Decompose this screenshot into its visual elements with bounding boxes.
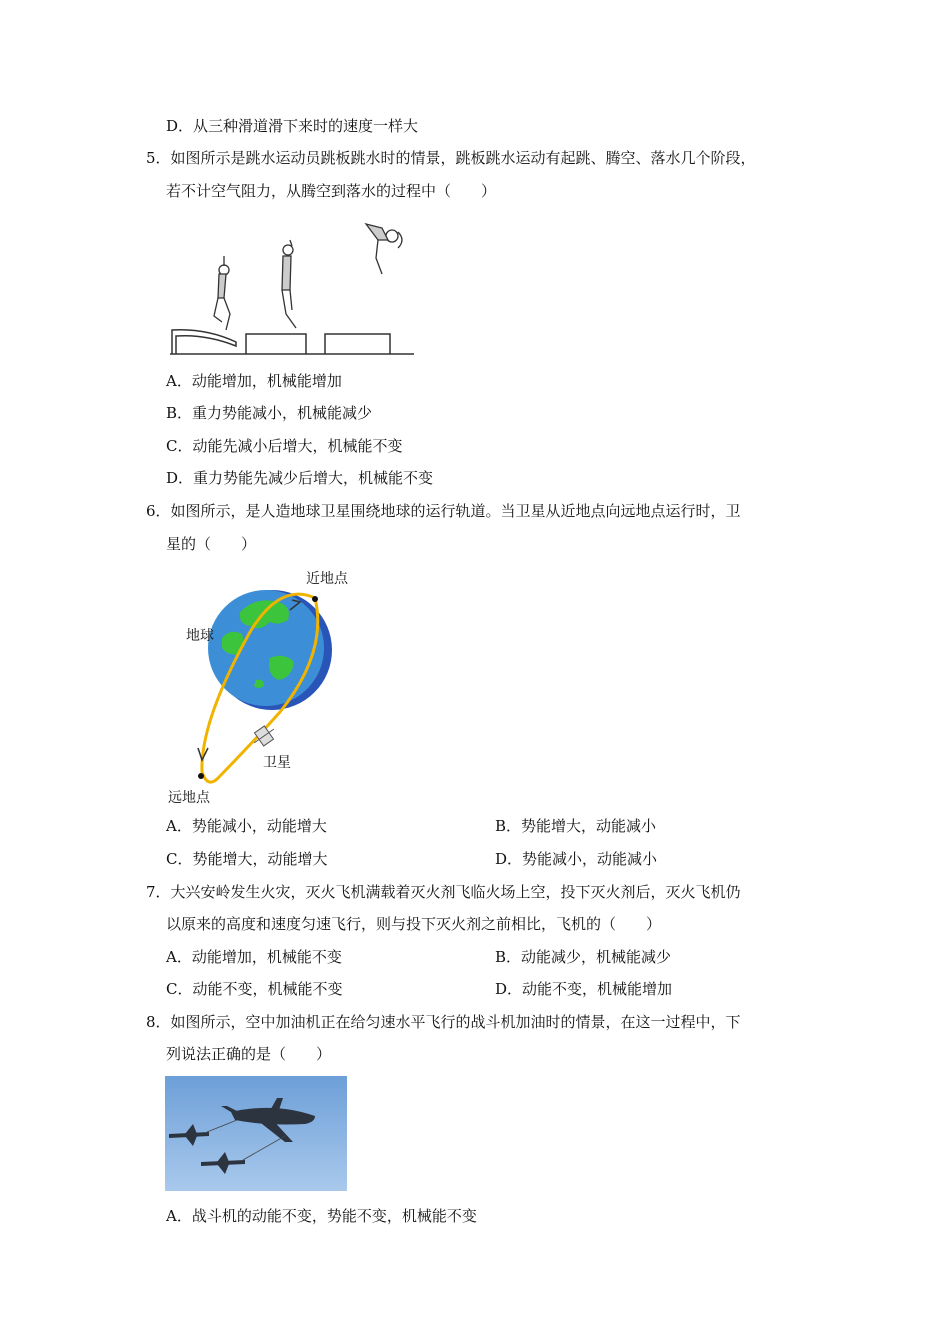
q6-option-c: C．势能增大，动能增大 bbox=[166, 850, 328, 868]
q6-option-b: B．势能增大，动能减小 bbox=[495, 817, 657, 835]
q7-stem-line2: 以原来的高度和速度匀速飞行，则与投下灭火剂之前相比，飞机的（ ） bbox=[166, 915, 662, 933]
q6-stem-line2: 星的（ ） bbox=[166, 535, 257, 553]
q8-option-a: A．战斗机的动能不变，势能不变，机械能不变 bbox=[166, 1207, 477, 1225]
q7-option-a: A．动能增加，机械能不变 bbox=[166, 948, 342, 966]
q5-stem-line2: 若不计空气阻力，从腾空到落水的过程中（ ） bbox=[166, 182, 497, 200]
q5-option-b: B．重力势能减小，机械能减少 bbox=[166, 404, 373, 422]
q6-stem-line1: 6．如图所示，是人造地球卫星围绕地球的运行轨道。当卫星从近地点向远地点运行时，卫 bbox=[146, 502, 741, 520]
q6-option-d: D．势能减小，动能减小 bbox=[495, 850, 658, 868]
apogee-label: 远地点 bbox=[168, 790, 210, 806]
perigee-label: 近地点 bbox=[306, 571, 348, 587]
aerial-refueling-photo bbox=[165, 1076, 347, 1191]
satellite-label: 卫星 bbox=[263, 755, 291, 771]
prev-option-d: D．从三种滑道滑下来时的速度一样大 bbox=[166, 117, 419, 135]
q7-option-c: C．动能不变，机械能不变 bbox=[166, 980, 343, 998]
q7-stem-line1: 7．大兴安岭发生火灾，灭火飞机满载着灭火剂飞临火场上空，投下灭火剂后，灭火飞机仍 bbox=[146, 883, 741, 901]
q8-stem-line1: 8．如图所示，空中加油机正在给匀速水平飞行的战斗机加油时的情景，在这一过程中，下 bbox=[146, 1013, 741, 1031]
q8-stem-line2: 列说法正确的是（ ） bbox=[166, 1045, 332, 1063]
diving-figure bbox=[166, 210, 418, 360]
q5-option-c: C．动能先减小后增大，机械能不变 bbox=[166, 437, 403, 455]
q7-option-d: D．动能不变，机械能增加 bbox=[495, 980, 673, 998]
satellite-orbit-figure bbox=[160, 562, 370, 810]
q5-option-d: D．重力势能先减少后增大，机械能不变 bbox=[166, 469, 434, 487]
earth-label: 地球 bbox=[186, 628, 214, 644]
q5-option-a: A．动能增加，机械能增加 bbox=[166, 372, 342, 390]
q5-stem-line1: 5．如图所示是跳水运动员跳板跳水时的情景，跳板跳水运动有起跳、腾空、落水几个阶段， bbox=[146, 149, 756, 167]
q6-option-a: A．势能减小，动能增大 bbox=[166, 817, 327, 835]
q7-option-b: B．动能减少，机械能减少 bbox=[495, 948, 672, 966]
